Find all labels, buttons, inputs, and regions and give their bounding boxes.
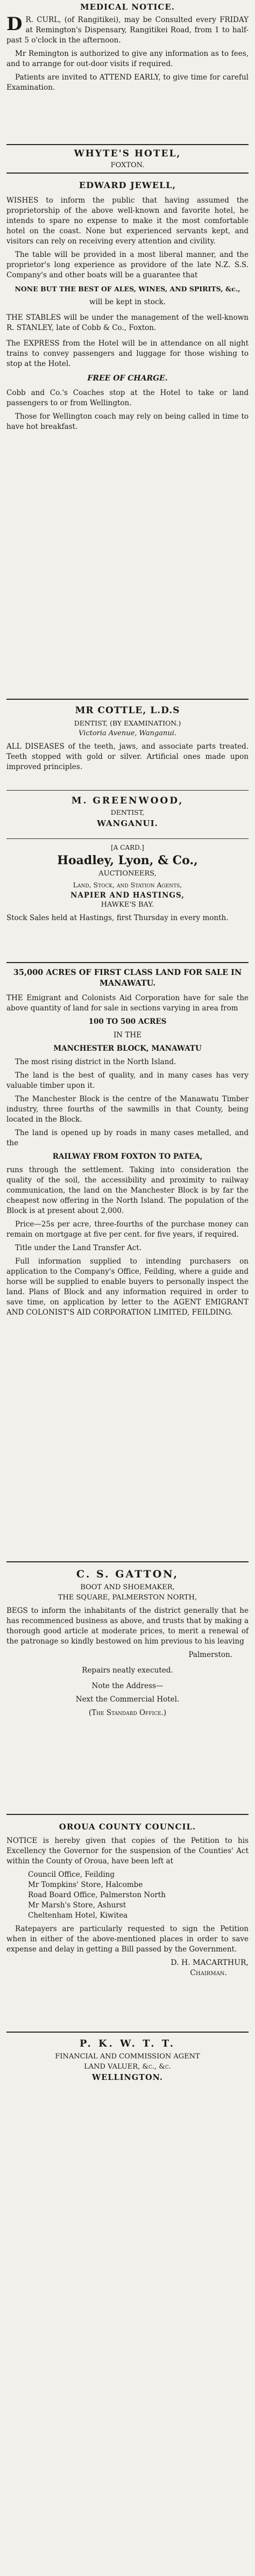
- manawatu-p2: The land is the best of quality, and in many cases has very valuable timber upon it.: [6, 1071, 249, 1090]
- whytes-hotel-p1: WISHES to inform the public that having assumed the proprietorship of the above well-known and favorite hotel, he intends to spare no expense to make it the most comfortable hotel on the coast. None but experienced servants kept, and visitors can rely on receiving every attention and civility.: [6, 196, 249, 246]
- oroua-signature: D. H. MACARTHUR,: [171, 1958, 249, 1967]
- cottle-address: Victoria Avenue, Wanganui.: [79, 729, 176, 737]
- cottle-name: MR COTTLE, L.D.S: [75, 705, 180, 716]
- kawtt-ad: [6, 2038, 249, 2082]
- whytes-hotel-place: FOXTON.: [110, 161, 145, 169]
- cottle-sub: DENTIST, (BY EXAMINATION.): [74, 719, 181, 727]
- manawatu-land-ad: [6, 967, 249, 1321]
- whytes-hotel-coaches: Cobb and Co.'s Coaches stop at the Hotel to take or land passengers to or from Wellington.: [6, 389, 249, 407]
- gatton-office: (The Standard Office.): [88, 1709, 167, 1717]
- divider: [6, 1814, 249, 1815]
- oroua-place-4: Mr Marsh's Store, Ashurst: [28, 1901, 126, 1910]
- whytes-hotel-stables: THE STABLES will be under the management of the well-known R. STANLEY, late of Cobb & Co., Foxton.: [6, 313, 249, 332]
- kawtt-line1: FINANCIAL AND COMMISSION AGENT: [55, 2053, 200, 2061]
- medical-notice-heading: MEDICAL NOTICE.: [80, 2, 175, 12]
- divider: [6, 962, 249, 963]
- hoadley-places: NAPIER AND HASTINGS,: [70, 891, 185, 900]
- gatton-name: C. S. GATTON,: [76, 1568, 179, 1580]
- divider: [6, 1561, 249, 1562]
- whytes-hotel-proprietor: EDWARD JEWELL,: [79, 180, 176, 190]
- gatton-address: THE SQUARE, PALMERSTON NORTH,: [58, 1594, 197, 1602]
- hoadley-role: AUCTIONEERS,: [98, 870, 157, 878]
- medical-notice-p1: R. CURL, (of Rangitikei), may be Consulted every FRIDAY at Remington's Dispensary, Rangitikei Road, from 1 to half-past 5 o'clock in the afternoon.: [6, 16, 249, 45]
- manawatu-railway: RAILWAY FROM FOXTON TO PATEA,: [52, 1152, 203, 1161]
- gatton-trade: BOOT AND SHOEMAKER,: [80, 1583, 175, 1591]
- kawtt-line2: LAND VALUER, &c., &c.: [84, 2063, 171, 2071]
- cottle-p1: ALL DISEASES of the teeth, jaws, and associate parts treated. Teeth stopped with gold or silver. Artificial ones made upon improved principles.: [6, 742, 249, 771]
- whytes-hotel-kept: will be kept in stock.: [89, 298, 166, 306]
- manawatu-range: 100 TO 500 ACRES: [88, 1017, 167, 1026]
- greenwood-name: M. GREENWOOD,: [71, 795, 184, 806]
- gatton-ad: [6, 1568, 249, 1721]
- hoadley-region: HAWKE'S BAY.: [101, 901, 154, 909]
- hoadley-sales: Stock Sales held at Hastings, first Thursday in every month.: [6, 914, 229, 922]
- manawatu-p3: The Manchester Block is the centre of the Manawatu Timber industry, three fourths of the sawmills in that County, being located in the Block.: [6, 1095, 249, 1124]
- oroua-place-3: Road Board Office, Palmerston North: [28, 1891, 166, 1899]
- manawatu-p5: runs through the settlement. Taking into consideration the quality of the soil, the accessibility and proximity to railway communication, the land on the Manchester Block is by far the cheapest now offering in the North Island. The population of the Block is at present about 2,000.: [6, 1166, 249, 1215]
- gatton-note-address: Note the Address—: [91, 1682, 164, 1690]
- oroua-place-1: Council Office, Feilding: [28, 1870, 115, 1879]
- whytes-hotel-ad: [6, 144, 249, 435]
- kawtt-name: P. K. W. T. T.: [79, 2038, 176, 2049]
- medical-notice-dropcap: D: [6, 13, 23, 35]
- manawatu-p8: Full information supplied to intending purchasers on application to the Company's Office, Feilding, where a guide and horse will be supplied to enable buyers to personally inspect the land. Plans of Block and any information required in order to save time, on application by letter to the AGENT EMIGRANT AND COLONIST'S AID CORPORATION LIMITED, FEILDING.: [6, 1257, 249, 1317]
- hoadley-ad: [6, 844, 249, 927]
- oroua-signature-role: Chairman.: [190, 1969, 227, 1977]
- oroua-place-5: Cheltenham Hotel, Kiwitea: [28, 1911, 128, 1920]
- manawatu-most-rising: The most rising district in the North Island.: [15, 1058, 176, 1066]
- whytes-hotel-p2: The table will be provided in a most liberal manner, and the proprietor's long experience as providore of the late N.Z. S.S. Company's and other boats will be a guarantee that: [6, 250, 249, 279]
- oroua-place-2: Mr Tompkins' Store, Halcombe: [28, 1881, 143, 1889]
- hoadley-card: [A CARD.]: [111, 844, 144, 851]
- divider: [6, 838, 249, 839]
- medical-notice-p3: Patients are invited to ATTEND EARLY, to give time for careful Examination.: [6, 73, 249, 92]
- divider: [6, 2032, 249, 2033]
- hoadley-lines: Land, Stock, and Station Agents,: [73, 881, 182, 889]
- cottle-dentist-ad: [6, 705, 249, 776]
- divider: [6, 790, 249, 791]
- medical-notice-ad: [6, 2, 249, 96]
- manawatu-p4: The land is opened up by roads in many cases metalled, and the: [6, 1129, 249, 1147]
- whytes-hotel-telegraph: Those for Wellington coach may rely on being called in time to have hot breakfast.: [6, 412, 249, 431]
- whytes-hotel-banner: [6, 144, 249, 174]
- gatton-p1-end: Palmerston.: [188, 1651, 232, 1659]
- manawatu-in: IN THE: [113, 1031, 142, 1039]
- gatton-next-to: Next the Commercial Hotel.: [75, 1695, 180, 1704]
- oroua-p1: NOTICE is hereby given that copies of the Petition to his Excellency the Governor for the suspension of the Counties' Act within the County of Oroua, have been left at: [6, 1836, 249, 1865]
- oroua-p2: Ratepayers are particularly requested to sign the Petition when in either of the above-mentioned places in order to save expense and delay in getting a Bill passed by the Government.: [6, 1925, 249, 1954]
- oroua-heading: OROUA COUNTY COUNCIL.: [59, 1822, 196, 1832]
- kawtt-place: WELLINGTON.: [92, 2073, 163, 2082]
- oroua-ad: [6, 1822, 249, 1978]
- manawatu-block: MANCHESTER BLOCK, MANAWATU: [53, 1044, 202, 1053]
- medical-notice-p2: Mr Remington is authorized to give any information as to fees, and to arrange for out-door visits if required.: [6, 49, 249, 68]
- greenwood-place: WANGANUI.: [97, 819, 158, 828]
- gatton-repairs: Repairs neatly executed.: [82, 1666, 173, 1675]
- hoadley-name: Hoadley, Lyon, & Co.,: [57, 853, 198, 867]
- manawatu-p6: Price—25s per acre, three-fourths of the purchase money can remain on mortgage at five per cent. for five years, if required.: [6, 1220, 249, 1239]
- whytes-hotel-free: FREE OF CHARGE.: [87, 374, 168, 383]
- whytes-hotel-express: The EXPRESS from the Hotel will be in attendance on all night trains to convey passengers and luggage for those wishing to stop at the Hotel.: [6, 339, 249, 368]
- manawatu-p7: Title under the Land Transfer Act.: [15, 1244, 142, 1252]
- divider: [6, 699, 249, 700]
- manawatu-headline: 35,000 ACRES OF FIRST CLASS LAND FOR SALE IN MANAWATU.: [13, 968, 242, 988]
- greenwood-sub: DENTIST,: [110, 808, 145, 816]
- whytes-hotel-title: WHYTE'S HOTEL,: [74, 148, 181, 159]
- greenwood-dentist-ad: [6, 795, 249, 828]
- gatton-p1: BEGS to inform the inhabitants of the district generally that he has recommenced business as above, and trusts that by making a thorough good article at moderate prices, to merit a renewal of the patronage so kindly bestowed on him previous to his leaving: [6, 1606, 249, 1646]
- manawatu-p1: THE Emigrant and Colonists Aid Corporation have for sale the above quantity of land for sale in sections varying in area from: [6, 994, 249, 1013]
- whytes-hotel-none-but: NONE BUT THE BEST OF ALES, WINES, AND SPIRITS, &c.,: [15, 285, 240, 293]
